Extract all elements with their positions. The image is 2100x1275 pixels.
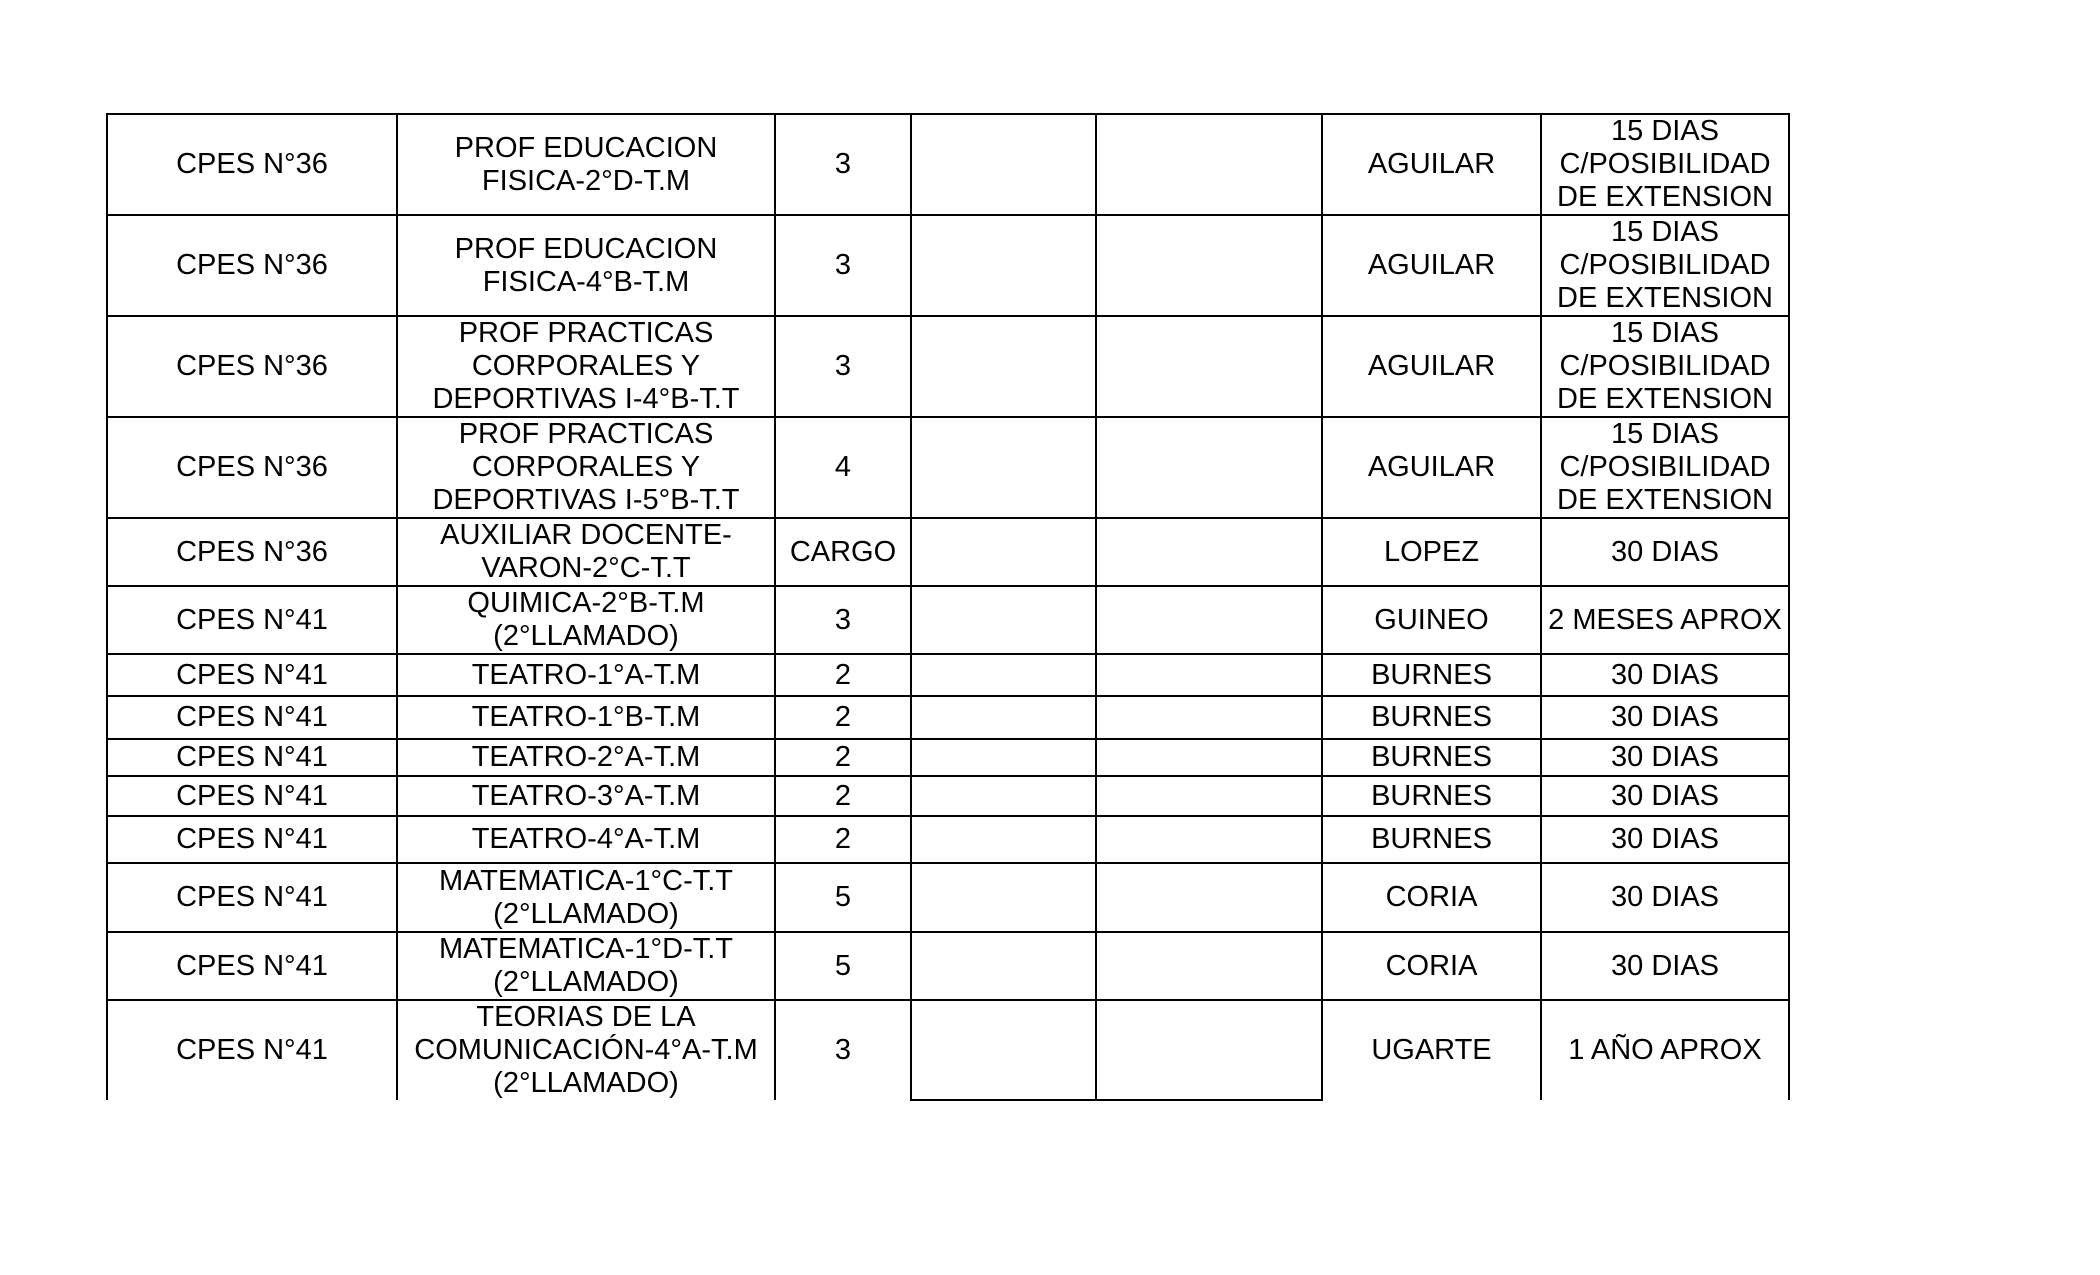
hours-cell: 2 — [775, 654, 911, 696]
duration-cell: 1 AÑO APROX — [1541, 1000, 1789, 1100]
empty-cell-b — [1096, 316, 1322, 417]
table-row — [107, 696, 1789, 739]
teacher-name-cell: BURNES — [1322, 776, 1541, 816]
table-row — [107, 932, 1789, 1000]
empty-cell-b — [1096, 932, 1322, 1000]
vacancies-table — [106, 113, 1790, 1101]
hours-cell: 3 — [775, 316, 911, 417]
school-cell: CPES N°36 — [107, 114, 397, 215]
duration-cell: 30 DIAS — [1541, 654, 1789, 696]
teacher-name-cell: BURNES — [1322, 816, 1541, 863]
empty-cell-a — [911, 114, 1096, 215]
school-cell: CPES N°36 — [107, 518, 397, 586]
hours-cell: 5 — [775, 932, 911, 1000]
empty-cell-a — [911, 586, 1096, 654]
table-row — [107, 863, 1789, 932]
duration-cell: 30 DIAS — [1541, 932, 1789, 1000]
empty-cell-b — [1096, 1000, 1322, 1100]
teacher-name-cell: BURNES — [1322, 739, 1541, 776]
teacher-name-cell: BURNES — [1322, 654, 1541, 696]
subject-cell: TEATRO-3°A-T.M — [397, 776, 775, 816]
table-row — [107, 776, 1789, 816]
school-cell: CPES N°41 — [107, 654, 397, 696]
teacher-name-cell: UGARTE — [1322, 1000, 1541, 1100]
empty-cell-a — [911, 518, 1096, 586]
empty-cell-b — [1096, 863, 1322, 932]
teacher-name-cell: AGUILAR — [1322, 215, 1541, 316]
hours-cell: 2 — [775, 816, 911, 863]
school-cell: CPES N°41 — [107, 932, 397, 1000]
table-row — [107, 518, 1789, 586]
duration-cell: 30 DIAS — [1541, 739, 1789, 776]
school-cell: CPES N°36 — [107, 316, 397, 417]
teacher-name-cell: AGUILAR — [1322, 316, 1541, 417]
subject-cell: QUIMICA-2°B-T.M (2°LLAMADO) — [397, 586, 775, 654]
duration-cell: 15 DIAS C/POSIBILIDAD DE EXTENSION — [1541, 417, 1789, 518]
empty-cell-a — [911, 696, 1096, 739]
empty-cell-a — [911, 776, 1096, 816]
empty-cell-b — [1096, 816, 1322, 863]
table-row — [107, 114, 1789, 215]
subject-cell: TEATRO-4°A-T.M — [397, 816, 775, 863]
school-cell: CPES N°36 — [107, 417, 397, 518]
school-cell: CPES N°41 — [107, 696, 397, 739]
subject-cell: PROF PRACTICAS CORPORALES Y DEPORTIVAS I-4°B-T.T — [397, 316, 775, 417]
table-row — [107, 586, 1789, 654]
school-cell: CPES N°41 — [107, 1000, 397, 1100]
table-row — [107, 215, 1789, 316]
subject-cell: PROF EDUCACION FISICA-4°B-T.M — [397, 215, 775, 316]
empty-cell-a — [911, 739, 1096, 776]
teacher-name-cell: LOPEZ — [1322, 518, 1541, 586]
empty-cell-a — [911, 863, 1096, 932]
table-row — [107, 654, 1789, 696]
table-row — [107, 316, 1789, 417]
school-cell: CPES N°41 — [107, 863, 397, 932]
empty-cell-a — [911, 932, 1096, 1000]
school-cell: CPES N°41 — [107, 776, 397, 816]
duration-cell: 30 DIAS — [1541, 863, 1789, 932]
school-cell: CPES N°41 — [107, 739, 397, 776]
duration-cell: 30 DIAS — [1541, 696, 1789, 739]
hours-cell: 5 — [775, 863, 911, 932]
subject-cell: PROF EDUCACION FISICA-2°D-T.M — [397, 114, 775, 215]
empty-cell-b — [1096, 518, 1322, 586]
vacancies-table-body — [107, 114, 1789, 1100]
subject-cell: PROF PRACTICAS CORPORALES Y DEPORTIVAS I-5°B-T.T — [397, 417, 775, 518]
teacher-name-cell: GUINEO — [1322, 586, 1541, 654]
subject-cell: TEATRO-1°A-T.M — [397, 654, 775, 696]
empty-cell-a — [911, 654, 1096, 696]
subject-cell: AUXILIAR DOCENTE-VARON-2°C-T.T — [397, 518, 775, 586]
teacher-name-cell: CORIA — [1322, 932, 1541, 1000]
teacher-name-cell: AGUILAR — [1322, 417, 1541, 518]
teacher-name-cell: CORIA — [1322, 863, 1541, 932]
empty-cell-b — [1096, 739, 1322, 776]
empty-cell-a — [911, 316, 1096, 417]
empty-cell-b — [1096, 586, 1322, 654]
empty-cell-b — [1096, 654, 1322, 696]
hours-cell: 3 — [775, 586, 911, 654]
subject-cell: MATEMATICA-1°D-T.T (2°LLAMADO) — [397, 932, 775, 1000]
table-row — [107, 417, 1789, 518]
subject-cell: TEORIAS DE LA COMUNICACIÓN-4°A-T.M (2°LLAMADO) — [397, 1000, 775, 1100]
hours-cell: 2 — [775, 776, 911, 816]
duration-cell: 15 DIAS C/POSIBILIDAD DE EXTENSION — [1541, 215, 1789, 316]
teacher-name-cell: AGUILAR — [1322, 114, 1541, 215]
hours-cell: 3 — [775, 1000, 911, 1100]
empty-cell-b — [1096, 696, 1322, 739]
empty-cell-a — [911, 417, 1096, 518]
table-row — [107, 739, 1789, 776]
duration-cell: 30 DIAS — [1541, 776, 1789, 816]
hours-cell: 4 — [775, 417, 911, 518]
hours-cell: 3 — [775, 114, 911, 215]
school-cell: CPES N°41 — [107, 816, 397, 863]
table-row — [107, 816, 1789, 863]
empty-cell-a — [911, 1000, 1096, 1100]
subject-cell: MATEMATICA-1°C-T.T (2°LLAMADO) — [397, 863, 775, 932]
duration-cell: 15 DIAS C/POSIBILIDAD DE EXTENSION — [1541, 114, 1789, 215]
duration-cell: 2 MESES APROX — [1541, 586, 1789, 654]
subject-cell: TEATRO-1°B-T.M — [397, 696, 775, 739]
empty-cell-b — [1096, 215, 1322, 316]
school-cell: CPES N°41 — [107, 586, 397, 654]
hours-cell: CARGO — [775, 518, 911, 586]
hours-cell: 2 — [775, 739, 911, 776]
empty-cell-b — [1096, 776, 1322, 816]
duration-cell: 15 DIAS C/POSIBILIDAD DE EXTENSION — [1541, 316, 1789, 417]
school-cell: CPES N°36 — [107, 215, 397, 316]
empty-cell-b — [1096, 417, 1322, 518]
empty-cell-a — [911, 816, 1096, 863]
teacher-name-cell: BURNES — [1322, 696, 1541, 739]
hours-cell: 3 — [775, 215, 911, 316]
subject-cell: TEATRO-2°A-T.M — [397, 739, 775, 776]
empty-cell-b — [1096, 114, 1322, 215]
duration-cell: 30 DIAS — [1541, 518, 1789, 586]
table-row — [107, 1000, 1789, 1100]
empty-cell-a — [911, 215, 1096, 316]
duration-cell: 30 DIAS — [1541, 816, 1789, 863]
hours-cell: 2 — [775, 696, 911, 739]
